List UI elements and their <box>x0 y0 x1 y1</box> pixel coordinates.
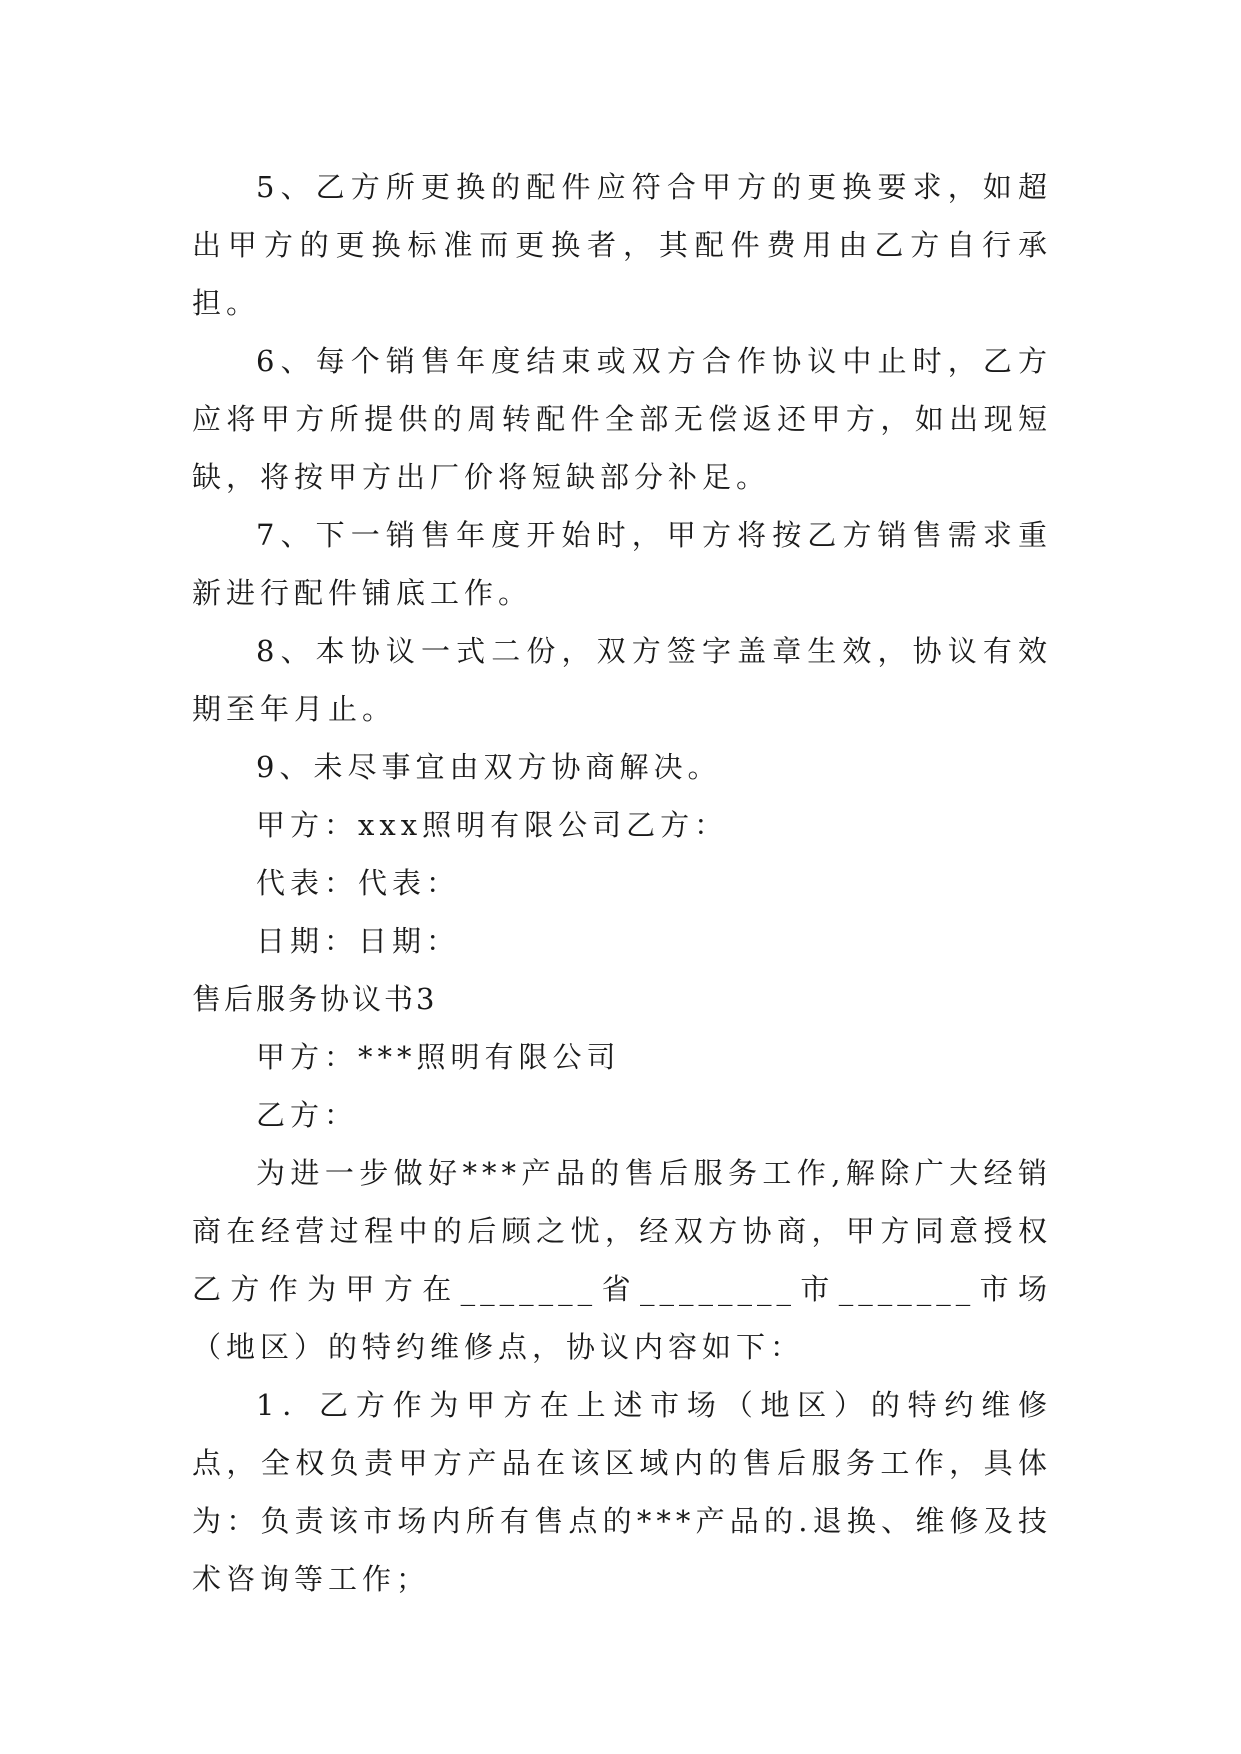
clause-9: 9、未尽事宜由双方协商解决。 <box>256 750 722 784</box>
party-b-line: 乙方： <box>256 1098 359 1132</box>
clause-5: 5、乙方所更换的配件应符合甲方的更换要求，如超出甲方的更换标准而更换者，其配件费用由乙方自行承担。 <box>192 170 1052 320</box>
agreement-3-title: 售后服务协议书3 <box>192 982 438 1016</box>
party-a-line: 甲方：***照明有限公司 <box>256 1040 621 1074</box>
clause-7: 7、下一销售年度开始时，甲方将按乙方销售需求重新进行配件铺底工作。 <box>192 518 1052 610</box>
clause-8: 8、本协议一式二份，双方签字盖章生效，协议有效期至年月止。 <box>192 634 1052 726</box>
agreement-item-1: 1．乙方作为甲方在上述市场（地区）的特约维修点，全权负责甲方产品在该区域内的售后服务工作，具体为：负责该市场内所有售点的***产品的.退换、维修及技术咨询等工作； <box>192 1388 1052 1596</box>
agreement-intro-paragraph: 为进一步做好***产品的售后服务工作,解除广大经销商在经营过程中的后顾之忧，经双方协商，甲方同意授权乙方作为甲方在_______省________市_______市场（地区）的特约维修点，协议内容如下： <box>192 1156 1052 1364</box>
document-body <box>192 158 1052 1608</box>
signature-representatives-line: 代表：代表： <box>256 866 461 900</box>
clause-6: 6、每个销售年度结束或双方合作协议中止时，乙方应将甲方所提供的周转配件全部无偿返还甲方，如出现短缺，将按甲方出厂价将短缺部分补足。 <box>192 344 1052 494</box>
signature-parties-line: 甲方：xxx照明有限公司乙方： <box>256 808 729 842</box>
signature-dates-line: 日期：日期： <box>256 924 461 958</box>
